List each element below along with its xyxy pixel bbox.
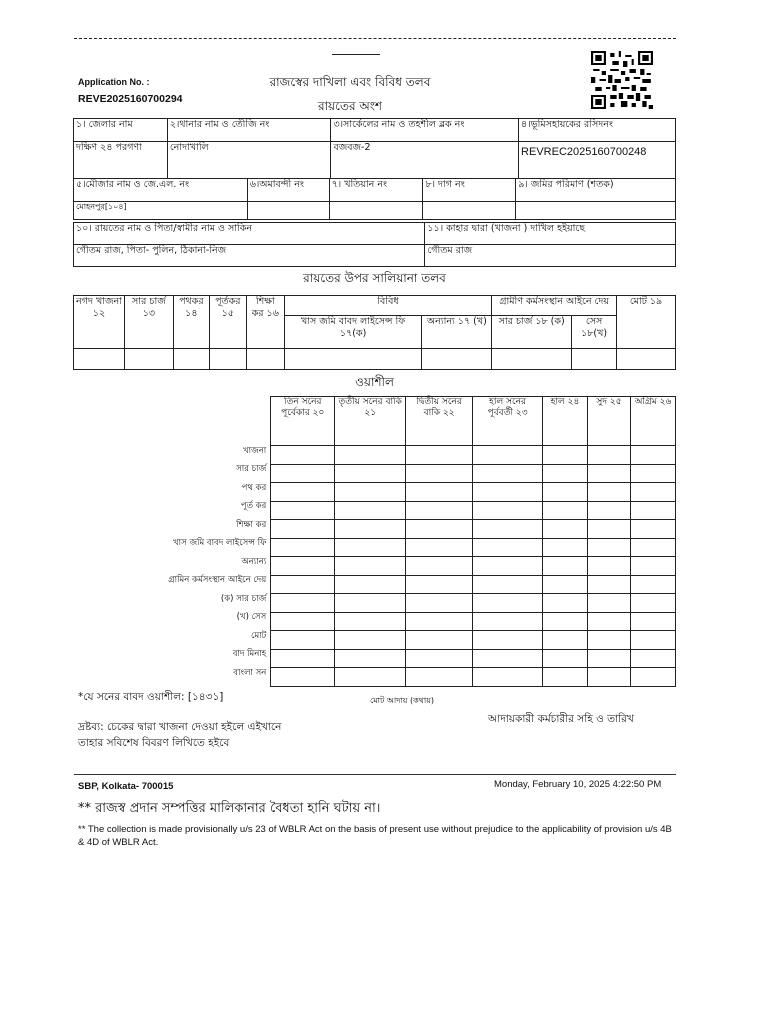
table-row [73,464,676,483]
collection-cell [473,520,543,539]
collection-cell [543,557,588,576]
footer-english-note: ** The collection is made provisionally u/s 23 of WBLR Act on the basis of present use without prejudice to the applicability of provision u/s 4B & 4D of WBLR Act. [78,824,672,848]
header-divider [332,54,380,55]
collection-cell [588,612,631,631]
cash-rent-header: নগদ খাজনা ১২ [74,296,125,349]
application-number-label: Application No. : [78,77,150,87]
collection-cell [473,483,543,502]
form-title: রাজস্বের দাখিলা এবং বিবিধ তলব [269,75,431,89]
collection-cell [588,594,631,613]
collection-row-label: মোট [73,631,271,650]
collection-row-label: শিক্ষা কর [73,520,271,539]
collection-cell [406,446,473,465]
collection-row-label: পথ কর [73,483,271,502]
collection-cell [630,446,675,465]
collection-cell [335,575,406,594]
collection-cell [271,464,335,483]
collection-cell [473,575,543,594]
table-row [73,594,676,613]
total-header: মোট ১৯ [617,296,676,349]
collection-cell [406,501,473,520]
collection-cell [335,594,406,613]
table-row [73,446,676,465]
collection-cell [588,649,631,668]
annual-demand-title: রায়তের উপর সালিয়ানা তলব [303,271,446,285]
footer-rule [74,774,676,775]
collection-cell [543,446,588,465]
collection-row-label: খাস জমি বাবদ লাইসেন্স ফি [73,538,271,557]
amabandi-value [247,202,329,220]
table-row [73,612,676,631]
collection-cell [271,501,335,520]
holding-info-table [73,118,676,179]
collection-col-26: অগ্রিম ২৬ [630,397,675,446]
collection-cell [543,631,588,650]
collector-signature-label: আদায়কারী কর্মচারীর সহি ও তারিখ [488,713,634,725]
collection-cell [406,668,473,687]
collection-cell [588,446,631,465]
collection-cell [406,612,473,631]
collection-cell [588,464,631,483]
collection-cell [543,612,588,631]
table-row [73,649,676,668]
raiyat-name-value: গৌতম রাজ, পিতা- পুলিন, ঠিকানা-নিজ [74,245,425,267]
total-collected-in-words: মোট আদায় (কথায়) [369,696,435,705]
circle-value: বজবজ-2 [331,142,519,179]
dag-header: ৮। দাগ নং [423,179,516,202]
collection-col-21: তৃতীয় সনের বাকি ২১ [335,397,406,446]
khatian-header: ৭। খতিয়ান নং [329,179,423,202]
collection-cell [473,649,543,668]
demand-cell [617,349,676,370]
collection-row-label: (ক) সার চার্জ [73,594,271,613]
collection-cell [543,520,588,539]
demand-cell [173,349,209,370]
collection-row-label: সার চার্জ [73,464,271,483]
education-tax-header: শিক্ষা কর ১৬ [246,296,284,349]
collection-cell [630,501,675,520]
collection-cell [335,446,406,465]
form-subtitle: রায়তের অংশ [317,99,383,113]
collection-cell [588,668,631,687]
collection-col-24: হাল ২৪ [543,397,588,446]
collection-cell [335,483,406,502]
collection-row-label: (খ) সেস [73,612,271,631]
rural-employment-header: গ্রামীণ কর্মসংস্থান আইনে দেয় [492,296,617,316]
collection-cell [543,464,588,483]
thana-value: নোদাখালি [167,142,331,179]
collection-cell [406,538,473,557]
collection-cell [473,668,543,687]
collection-row-label: গ্রামিন কর্মসংস্থান আইনে দেয় [73,575,271,594]
others-header: অন্যান্য ১৭ (খ) [422,316,492,349]
paid-by-value: গৌতম রাজ [425,245,676,267]
collection-cell [588,483,631,502]
demand-cell [209,349,246,370]
table-row [73,557,676,576]
demand-cell [572,349,617,370]
collection-year-note: *যে সনের বাবদ ওয়াশীল: [১৪৩১] [78,691,224,703]
circle-header: ৩।সার্কেলের নাম ও তহশীল ব্লক নং [331,119,519,142]
collection-cell [406,483,473,502]
raiyat-info-table [73,222,676,267]
demand-cell [422,349,492,370]
collection-cell [335,501,406,520]
collection-cell [271,649,335,668]
collection-cell [588,557,631,576]
collection-cell [588,631,631,650]
rural-surcharge-header: সার চার্জ ১৮ (ক) [492,316,572,349]
collection-cell [271,538,335,557]
collection-col-20: তিন সনের পূর্বেকার ২০ [271,397,335,446]
amabandi-header: ৬।অমাবন্দী নং [247,179,329,202]
collection-table [73,396,676,687]
collection-cell [335,538,406,557]
collection-cell [630,649,675,668]
collection-row-label: পূর্ত কর [73,501,271,520]
collection-cell [630,464,675,483]
table-row [73,538,676,557]
collection-cell [630,575,675,594]
collection-title: ওয়াশীল [355,375,394,389]
dag-value [423,202,516,220]
rural-cess-header: সেস ১৮(খ) [572,316,617,349]
table-row [73,631,676,650]
footer-datetime: Monday, February 10, 2025 4:22:50 PM [494,779,662,790]
collection-row-label: খাজনা [73,446,271,465]
raiyat-name-header: ১০। রায়তের নাম ও পিতা/স্বামীর নাম ও সাকিন [74,223,425,245]
thana-header: ২।থানার নাম ও তৌজি নং [167,119,331,142]
table-row [73,668,676,687]
demand-cell [74,349,125,370]
road-tax-header: পথকর ১৪ [173,296,209,349]
misc-header: বিবিধ [284,296,492,316]
land-area-value [516,202,676,220]
collection-cell [473,501,543,520]
mouza-header: ৫।মৌজার নাম ও জে.এল. নং [74,179,248,202]
collection-cell [406,575,473,594]
holding-info-table-2 [73,178,676,220]
collection-cell [335,668,406,687]
footer-bengali-note: ** রাজস্ব প্রদান সম্পত্তির মালিকানার বৈধতা হানি ঘটায় না। [78,801,381,816]
collection-cell [271,612,335,631]
collection-cell [473,612,543,631]
collection-cell [588,520,631,539]
collection-cell [473,464,543,483]
khas-license-fee-header: খাস জমি বাবদ লাইসেন্স ফি ১৭(ক) [284,316,422,349]
collection-row-label: বাংলা সন [73,668,271,687]
collection-cell [630,612,675,631]
collection-cell [335,612,406,631]
demand-cell [124,349,173,370]
collection-cell [473,557,543,576]
collection-cell [473,538,543,557]
collection-cell [543,594,588,613]
collection-cell [543,668,588,687]
public-works-tax-header: পূর্তকর ১৫ [209,296,246,349]
collection-cell [473,446,543,465]
collection-col-25: সুদ ২৫ [588,397,631,446]
collection-cell [406,464,473,483]
collection-cell [271,668,335,687]
collection-cell [271,557,335,576]
top-dashed-cutline [74,38,676,39]
collection-row-label: অন্যান্য [73,557,271,576]
khatian-value [329,202,423,220]
collection-row-label: বাদ মিনাহ [73,649,271,668]
collection-cell [630,538,675,557]
collection-cell [543,538,588,557]
table-row [73,483,676,502]
collection-cell [543,483,588,502]
district-value: দক্ষিণ ২৪ পরগণা [74,142,168,179]
collection-cell [335,557,406,576]
collection-cell [271,483,335,502]
collection-col-23: হাল সনের পূর্ববর্তী ২৩ [473,397,543,446]
collection-cell [543,501,588,520]
collection-cell [406,557,473,576]
surcharge-header: সার চার্জ ১৩ [124,296,173,349]
collection-cell [406,631,473,650]
receipt-no-value: REVREC2025160700248 [519,142,676,179]
collection-cell [588,501,631,520]
collection-cell [543,649,588,668]
annual-demand-table [73,295,676,370]
collection-cell [630,520,675,539]
collection-cell [473,631,543,650]
footer-address: SBP, Kolkata- 700015 [78,781,174,792]
paid-by-header: ১১। কাহার দ্বারা (খাজনা ) দাখিল হইয়াছে [425,223,676,245]
collection-cell [335,520,406,539]
collection-cell [335,649,406,668]
table-row [73,520,676,539]
collection-cell [630,594,675,613]
demand-cell [246,349,284,370]
table-row [73,575,676,594]
collection-cell [630,483,675,502]
collection-cell [473,594,543,613]
collection-cell [406,649,473,668]
collection-col-22: দ্বিতীয় সনের বাকি ২২ [406,397,473,446]
collection-cell [406,520,473,539]
collection-cell [271,631,335,650]
collection-corner [73,397,271,446]
collection-cell [271,520,335,539]
collection-cell [588,538,631,557]
collection-cell [630,631,675,650]
collection-cell [335,631,406,650]
qr-code-icon [591,51,653,109]
receipt-no-header: ৪।ভূমিসহায়কের রসিদনং [519,119,676,142]
cheque-payment-note: দ্রষ্টব্য: চেকের দ্বারা খাজনা দেওয়া হইলে এইখানে তাহার সবিশেষ বিবরণ লিখিতে হইবে [78,721,282,749]
collection-cell [335,464,406,483]
collection-cell [588,575,631,594]
collection-cell [271,446,335,465]
mouza-value: মোহনপুর[১০৪] [74,202,248,220]
table-row [73,501,676,520]
application-number-value: REVE2025160700294 [78,93,183,105]
district-header: ১। জেলার নাম [74,119,168,142]
collection-cell [406,594,473,613]
collection-cell [271,575,335,594]
demand-cell [492,349,572,370]
land-area-header: ৯। জমির পরিমাণ (শতক) [516,179,676,202]
collection-cell [630,557,675,576]
collection-cell [543,575,588,594]
demand-cell [284,349,422,370]
collection-cell [630,668,675,687]
collection-cell [271,594,335,613]
